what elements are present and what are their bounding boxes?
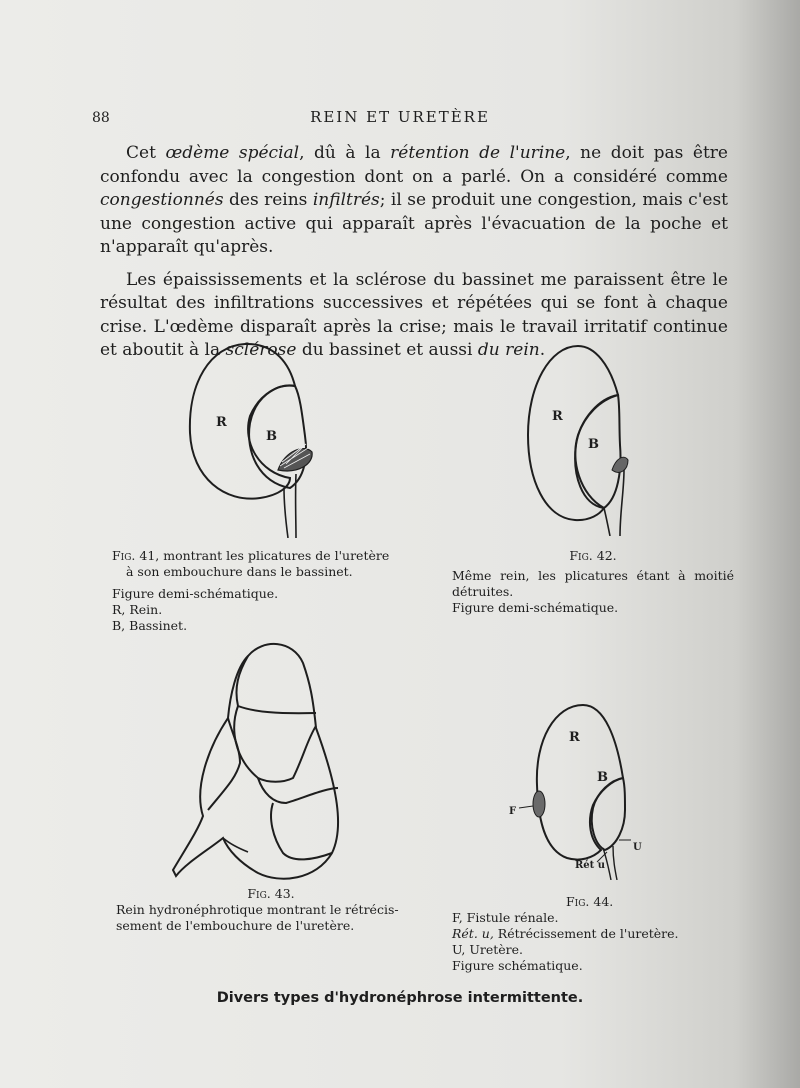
running-head: REIN ET URETÈRE [310, 108, 490, 126]
label-ret-u: Rét u [575, 860, 606, 871]
legend-line: B, Bassinet. [112, 618, 188, 633]
text-run: Cet [126, 143, 166, 163]
text-run: , ne doit pas être confondu avec la congestion dont on a parlé. On a considéré comme [100, 143, 728, 187]
caption-text: Même rein, les plicatures étant à moitié [452, 568, 734, 583]
figure-44-illustration [505, 700, 685, 880]
label-r: R [569, 730, 580, 745]
caption-text: détruites. [452, 584, 514, 599]
page-number: 88 [92, 110, 110, 126]
legend-line [452, 926, 732, 942]
label-r: R [216, 415, 227, 430]
label-b: B [266, 429, 277, 444]
italic-run: sclérose [225, 340, 297, 360]
legend-line: F, Fistule rénale. [452, 910, 559, 925]
figure-43-illustration [168, 638, 358, 888]
caption-text: à son embouchure dans le bassinet. [126, 564, 353, 579]
caption-text: , montrant les plicatures de l'uretère [155, 548, 390, 563]
text-run: ; il se produit une congestion, mais c'est une congestion active qui apparaît après l'évacuation de la poche et n'apparaît qu'après. [100, 190, 728, 257]
text-run: Rétrécissement de l'uretère. [493, 926, 679, 941]
italic-run: du rein [477, 340, 540, 360]
figure-44-number: Fig. 44. [566, 894, 614, 909]
figure-43-caption [116, 886, 426, 934]
caption-text: sement de l'embouchure de l'uretère. [116, 918, 355, 933]
legend-line: R, Rein. [112, 602, 163, 617]
italic-run: infiltrés [312, 190, 380, 210]
italic-run: congestionnés [100, 190, 224, 210]
label-u: U [633, 842, 642, 853]
label-b: B [588, 437, 599, 452]
caption-text: Rein hydronéphrotique montrant le rétrécis- [116, 902, 399, 917]
text-run: , dû à la [299, 143, 391, 163]
figure-44-caption [452, 894, 732, 974]
label-b: B [597, 770, 608, 785]
figure-42-number: Fig. 42. [569, 548, 617, 563]
label-f: F [509, 806, 517, 817]
label-r: R [552, 409, 563, 424]
italic-run: Rét. u, [452, 926, 494, 941]
text-run: des reins [223, 190, 313, 210]
text-run: du bassinet et aussi [296, 340, 478, 360]
italic-run: rétention de l'urine [390, 143, 566, 163]
caption-text: Figure demi-schématique. [452, 600, 619, 615]
text-run: . [539, 340, 546, 360]
text-run: Les épaississements et la sclérose du bassinet me paraissent être le résultat des infiltrations successives et répétées qui se font à chaque crise. L'œdème disparaît après la crise; mais le travail irritatif continue et aboutit à la [100, 269, 728, 360]
figure-43-number: Fig. 43. [247, 886, 295, 901]
paragraph-1 [100, 142, 728, 260]
page-header [0, 106, 800, 130]
figure-42-caption [452, 548, 734, 616]
figure-41-illustration [180, 338, 340, 538]
legend-line: Figure demi-schématique. [112, 586, 279, 601]
figure-41-caption [112, 548, 412, 634]
plate-caption: Divers types d'hydronéphrose intermittente. [216, 990, 584, 1006]
legend-line: U, Uretère. [452, 942, 524, 957]
figure-41-number: Fig. 41 [112, 548, 156, 563]
legend-line: Figure schématique. [452, 958, 583, 973]
italic-run: œdème spécial [165, 143, 300, 163]
figure-42-illustration [520, 340, 640, 536]
